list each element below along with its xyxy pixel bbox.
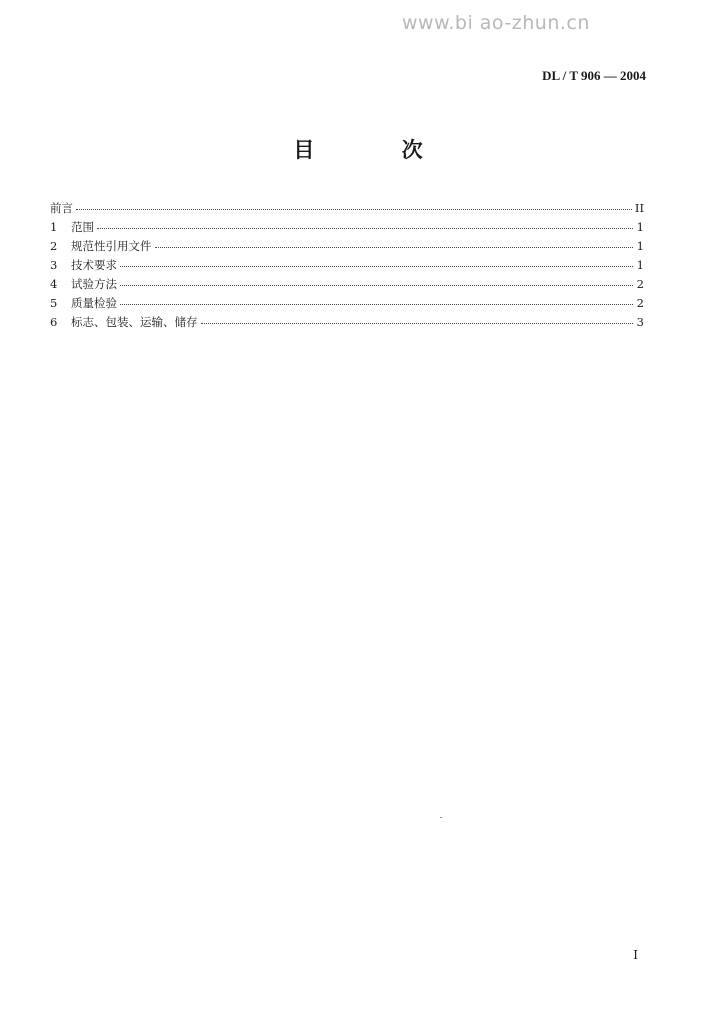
- page-number: I: [633, 948, 638, 962]
- toc-entry-number: 5: [50, 296, 58, 310]
- toc-dot-leader: [120, 266, 633, 267]
- toc-dot-leader: [120, 285, 633, 286]
- toc-entry-foreword[interactable]: [50, 199, 644, 218]
- toc-entry-label: 技术要求: [71, 258, 117, 272]
- toc-entry-marking-packing-transport-storage[interactable]: [50, 313, 644, 332]
- toc-entry-label: 标志、包装、运输、储存: [71, 315, 198, 329]
- toc-entry-quality-inspection[interactable]: [50, 294, 644, 313]
- standard-code: DL / T 906 — 2004: [542, 68, 646, 83]
- toc-entry-label: 质量检验: [71, 296, 117, 310]
- toc-entry-page: 2: [636, 296, 644, 310]
- watermark-text: www.bi ao-zhun.cn: [402, 12, 590, 34]
- toc-dot-leader: [155, 247, 634, 248]
- toc-entry-number: 1: [50, 220, 58, 234]
- toc-dot-leader: [120, 304, 633, 305]
- table-of-contents: [50, 199, 644, 332]
- toc-entry-page: 3: [636, 315, 644, 329]
- toc-entry-page: 1: [636, 239, 644, 253]
- toc-entry-page: II: [634, 201, 644, 215]
- toc-dot-leader: [76, 209, 632, 210]
- toc-entry-page: 1: [636, 258, 644, 272]
- toc-entry-label: 前言: [50, 201, 73, 215]
- toc-entry-number: 3: [50, 258, 58, 272]
- toc-entry-number: 4: [50, 277, 58, 291]
- toc-entry-label: 规范性引用文件: [71, 239, 152, 253]
- toc-entry-technical-requirements[interactable]: [50, 256, 644, 275]
- toc-entry-test-methods[interactable]: [50, 275, 644, 294]
- toc-entry-normative-references[interactable]: [50, 237, 644, 256]
- toc-entry-label: 试验方法: [71, 277, 117, 291]
- toc-dot-leader: [201, 323, 634, 324]
- toc-entry-label: 范围: [71, 220, 94, 234]
- toc-dot-leader: [97, 228, 633, 229]
- toc-entry-number: 2: [50, 239, 58, 253]
- page-title: 目 次: [293, 138, 463, 162]
- scan-speck: [440, 817, 442, 818]
- toc-entry-page: 1: [636, 220, 644, 234]
- toc-entry-number: 6: [50, 315, 58, 329]
- toc-entry-page: 2: [636, 277, 644, 291]
- toc-entry-scope[interactable]: [50, 218, 644, 237]
